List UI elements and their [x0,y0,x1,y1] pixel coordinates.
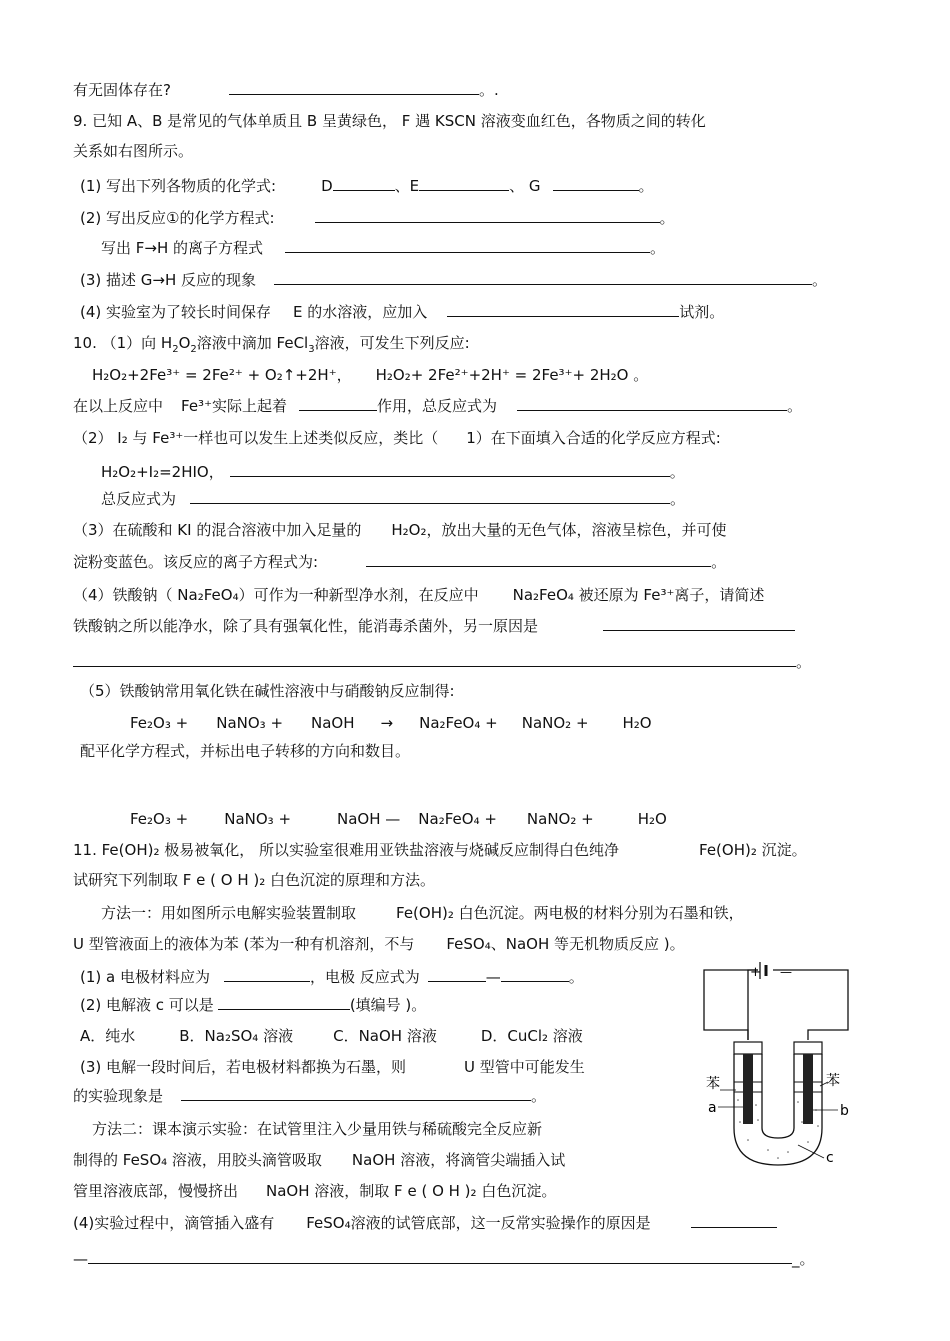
q11-part3: (3) 电解一段时间后，若电极材料都换为石墨，则 U 型管中可能发生 [80,1058,585,1076]
answer-blank[interactable] [229,80,429,95]
q11-part4: (4)实验过程中，滴管插入盛有 FeSO₄溶液的试管底部，这一反常实验操作的原因是 [73,1213,777,1233]
line-01: 有无固体存在? 。. [73,81,499,99]
q11-method1: 方法一：用如图所示电解实验装置制取 Fe(OH)₂ 白色沉淀。两电极的材料分别为石墨和铁， [101,904,744,922]
answer-blank-g[interactable] [553,176,639,191]
answer-blank[interactable] [88,1249,792,1264]
electrode-b [803,1054,813,1124]
q10-part4-line2: 。 [73,652,811,672]
answer-blank[interactable] [73,652,796,667]
q11-part1: (1) a 电极材料应为 ，电极 反应式为 — 。 [80,968,584,986]
q10-part4: （4）铁酸钠（ Na₂FeO₄）可作为一种新型净水剂，在反应中 Na₂FeO₄ 被还原为 Fe³⁺离子，请简述 [73,586,765,604]
electrolyte-c-label: c [826,1150,834,1166]
option-c[interactable]: C．NaOH 溶液 [333,1027,437,1045]
answer-blank[interactable] [603,616,795,631]
q11-part3-cont: 的实验现象是 。 [73,1087,547,1105]
electrolysis-apparatus-figure [698,960,858,1175]
benzene-label-right: 苯 [826,1073,840,1089]
q10-part3-cont: 淀粉变蓝色。该反应的离子方程式为: 。 [73,553,727,571]
q11-method1-cont: U 型管液面上的液体为苯 (苯为一种有机溶剂，不与 FeSO₄、NaOH 等无机物质反应 )。 [73,935,685,953]
electrode-a [743,1054,753,1124]
option-d[interactable]: D．CuCl₂ 溶液 [480,1027,583,1045]
q11-method2: 方法二：课本演示实验：在试管里注入少量用铁与稀硫酸完全反应新 [92,1120,543,1138]
q10-part3: （3）在硫酸和 KI 的混合溶液中加入足量的 H₂O₂，放出大量的无色气体，溶液呈棕色，并可使 [73,521,727,539]
negative-terminal-label: — [780,965,792,979]
question-11-stem: 11. Fe(OH)₂ 极易被氧化， 所以实验室很难用亚铁盐溶液与烧碱反应制得白色纯净 Fe(OH)₂ 沉淀。 [73,841,807,859]
electrode-a-label: a [708,1100,717,1116]
answer-blank[interactable] [366,552,711,567]
wire-right [773,970,848,1040]
answer-blank-d[interactable] [333,176,395,191]
answer-blank[interactable] [428,967,486,982]
q9-part4: (4) 实验室为了较长时间保存 E 的水溶液，应加入 试剂。 [80,303,725,321]
answer-blank[interactable] [181,1086,531,1101]
answer-blank[interactable] [218,995,350,1010]
q10-part5-instruction: 配平化学方程式，并标出电子转移的方向和数目。 [80,742,411,760]
option-b[interactable]: B．Na₂SO₄ 溶液 [179,1027,294,1045]
q10-part2: （2） I₂ 与 Fe³⁺一样也可以发生上述类似反应，类比（ 1）在下面填入合适的化学反应方程式: [73,429,721,447]
left-stopper [734,1042,762,1054]
q10-part5-equation: Fe₂O₃ + NaNO₃ + NaOH → Na₂FeO₄ + NaNO₂ + H₂O [130,714,652,732]
question-10-stem: 10. （1）向 $H_2O_2$溶液中滴加 FeCl$_3$溶液，可发生下列反应: [73,334,470,355]
q11-part2-options [80,1026,583,1046]
q10-part4-cont: 铁酸钠之所以能净水，除了具有强氧化性，能消毒杀菌外，另一原因是 [73,616,795,636]
answer-blank[interactable] [447,302,679,317]
answer-blank[interactable] [429,80,479,95]
option-a[interactable]: A．纯水 [80,1027,136,1045]
q10-reactions: H₂O₂+2Fe³⁺ = 2Fe²⁺ + O₂↑+2H⁺， H₂O₂+ 2Fe²⁺+2H⁺ = 2Fe³⁺+ 2H₂O 。 [92,366,649,384]
question-11-stem-cont: 试研究下列制取 F e ( O H )₂ 白色沉淀的原理和方法。 [73,871,436,889]
q9-part1: (1) 写出下列各物质的化学式: D 、E 、 G 。 [80,177,654,195]
answer-blank[interactable] [230,462,670,477]
positive-terminal-label: + [750,965,761,980]
q11-method2-cont: 制得的 FeSO₄ 溶液，用胶头滴管吸取 NaOH 溶液，将滴管尖端插入试 [73,1151,566,1169]
wire-left [748,970,758,1040]
question-9-stem: 9. 已知 A、B 是常见的气体单质且 B 呈黄绿色， F 遇 KSCN 溶液变血红色，各物质之间的转化 [73,112,706,130]
answer-blank[interactable] [501,967,569,982]
q10-part2-eq: H₂O₂+I₂=2HIO， 。 [101,463,685,481]
answer-blank[interactable] [315,208,660,223]
answer-blank[interactable] [517,396,787,411]
q10-part1: 在以上反应中 Fe³⁺实际上起着 作用，总反应式为 。 [73,397,803,415]
q10-part5-equation-2: Fe₂O₃ + NaNO₃ + NaOH — Na₂FeO₄ + NaNO₂ + H₂O [130,810,667,828]
question-9-stem-cont: 关系如右图所示。 [73,142,194,160]
q11-part4-line2: — _。 [73,1250,815,1268]
q9-part3: (3) 描述 G→H 反应的现象 。 [80,271,828,289]
q9-part2: (2) 写出反应①的化学方程式: 。 [80,209,675,227]
answer-blank[interactable] [691,1213,777,1228]
u-tube-inner [762,1054,794,1138]
wire-outer-left [704,970,758,1040]
q11-method2-cont2: 管里溶液底部，慢慢挤出 NaOH 溶液，制取 F e ( O H )₂ 白色沉淀。 [73,1182,557,1200]
answer-blank[interactable] [224,967,310,982]
answer-blank-e[interactable] [419,176,509,191]
q9-part2b: 写出 F→H 的离子方程式 。 [101,239,666,257]
answer-blank[interactable] [285,238,650,253]
q10-part5: （5）铁酸钠常用氧化铁在碱性溶液中与硝酸钠反应制得: [80,682,455,700]
q11-part2: (2) 电解液 c 可以是 (填编号 )。 [80,996,427,1014]
answer-blank[interactable] [299,396,377,411]
q10-part2-total: 总反应式为 。 [101,490,686,508]
answer-blank[interactable] [274,270,812,285]
answer-blank[interactable] [190,489,670,504]
right-stopper [794,1042,822,1054]
electrode-b-label: b [840,1103,849,1119]
benzene-label-left: 苯 [706,1076,720,1092]
